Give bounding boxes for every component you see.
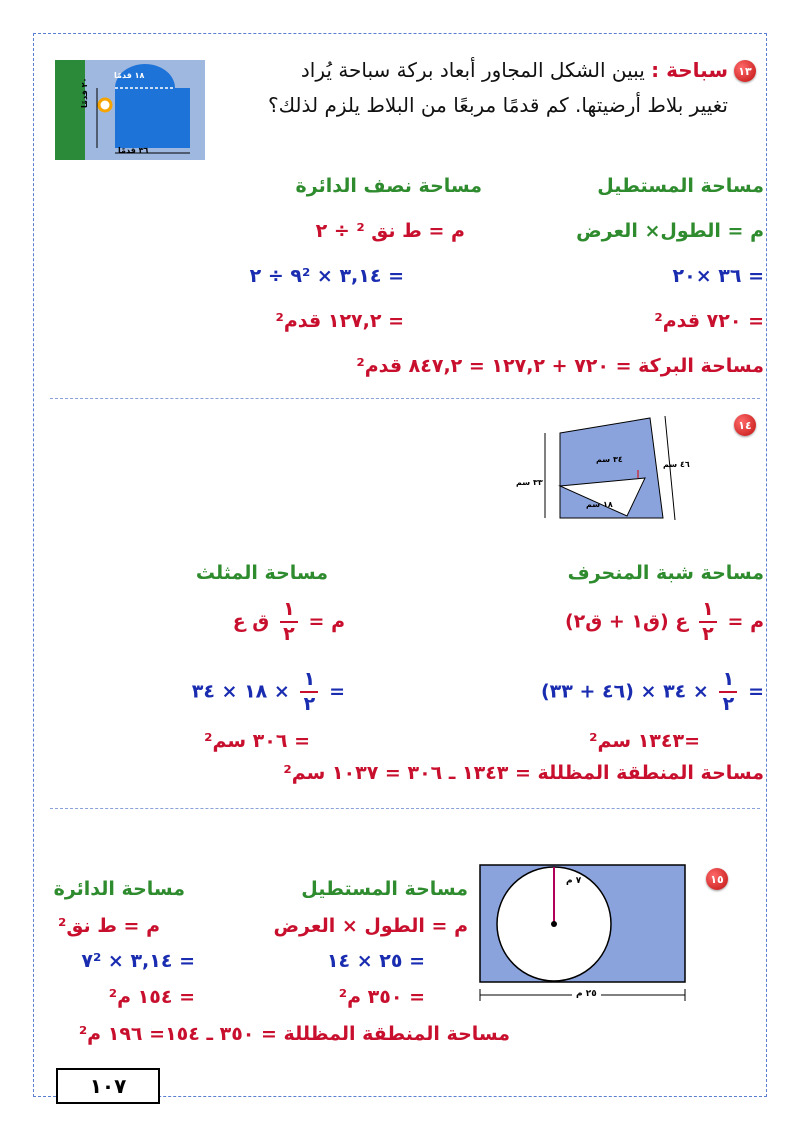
problem-15-badge	[706, 868, 728, 890]
problem-13-text2: تغيير بلاط أرضيتها. كم قدمًا مربعًا من البلاط يلزم لذلك؟	[267, 93, 728, 117]
p14-trap-formula	[565, 600, 764, 644]
p14-trap-formula-suffix: ع (ق١ + ق٢)	[564, 610, 689, 633]
p15-rect-step1: = ٢٥ × ١٤	[326, 950, 425, 972]
fraction-denominator: ٢	[303, 693, 316, 715]
p14-trap-formula-prefix: م =	[727, 610, 764, 633]
p14-tri-heading: مساحة المثلث	[195, 562, 328, 584]
trap-left-label: ٣٣ سم	[516, 478, 543, 487]
problem-14-badge	[734, 414, 756, 436]
separator-2	[50, 808, 760, 809]
p14-trap-step1-prefix: =	[748, 680, 764, 703]
p15-circle-heading: مساحة الدائرة	[53, 878, 185, 900]
p13-semi-result: = ١٢٧,٢ قدم²	[275, 310, 404, 332]
p14-tri-formula	[233, 600, 345, 644]
p14-trap-step1	[541, 670, 764, 714]
p14-tri-result: = ٣٠٦ سم²	[204, 730, 310, 752]
p14-tri-step1	[192, 670, 345, 714]
p13-rect-formula: م = الطول× العرض	[576, 220, 764, 242]
problem-14-number: ١٤	[738, 418, 752, 432]
p15-total: مساحة المنطقة المظللة = ٣٥٠ ـ ١٥٤= ١٩٦ م²	[78, 1023, 510, 1045]
p13-total: مساحة البركة = ٧٢٠ + ١٢٧,٢ = ٨٤٧,٢ قدم²	[356, 355, 764, 377]
circle-radius-label: ٧ م	[566, 876, 582, 886]
p14-tri-formula-fraction	[280, 600, 298, 644]
p13-semi-heading: مساحة نصف الدائرة	[295, 175, 482, 197]
problem-15-number: ١٥	[710, 872, 724, 886]
p14-tri-step1-fraction	[300, 670, 318, 714]
pool-bottom-label: ٣٦ قدمًا	[118, 146, 149, 155]
pool-top-label: ١٨ قدمًا	[114, 71, 145, 80]
pool-rectangle	[115, 88, 190, 148]
p13-semi-step1: = ٣,١٤ × ٩² ÷ ٢	[249, 265, 404, 287]
pool-grass	[55, 60, 85, 160]
p14-trap-step1-fraction	[719, 670, 737, 714]
fraction-denominator: ٢	[702, 623, 714, 645]
circle-center-point	[551, 921, 557, 927]
p15-circle-formula: م = ط نق²	[57, 915, 160, 937]
p14-tri-formula-prefix: م =	[308, 610, 345, 633]
p14-tri-step1-suffix: × ١٨ × ٣٤	[191, 680, 290, 703]
fraction-numerator: ١	[303, 668, 316, 690]
p14-tri-step1-prefix: =	[329, 680, 345, 703]
problem-13-text1: يبين الشكل المجاور أبعاد بركة سباحة يُراد	[300, 58, 645, 82]
page-number-box	[56, 1068, 160, 1104]
trap-right-label: ٤٦ سم	[663, 460, 690, 469]
p14-trap-heading: مساحة شبة المنحرف	[567, 562, 764, 584]
page-number: ١٠٧	[89, 1074, 127, 1098]
p14-tri-formula-suffix: ق ع	[232, 610, 270, 633]
p15-rect-formula: م = الطول × العرض	[273, 915, 468, 937]
fraction-denominator: ٢	[722, 693, 735, 715]
pool-side-label: ٢٠ قدمًا	[80, 77, 89, 108]
p14-trap-result: =١٣٤٣ سم²	[589, 730, 700, 752]
problem-13-badge	[734, 60, 756, 82]
p14-total: مساحة المنطقة المظللة = ١٣٤٣ ـ ٣٠٦ = ١٠٣٧ سم²	[283, 762, 764, 784]
p14-trap-step1-suffix: × ٣٤ × (٤٦ + ٣٣)	[540, 680, 709, 703]
problem-13-line1	[301, 58, 728, 82]
p13-rect-heading: مساحة المستطيل	[597, 175, 764, 197]
trap-top-label: ٣٤ سم	[596, 455, 623, 464]
problem-13-label: سباحة :	[651, 58, 728, 82]
separator-1	[50, 398, 760, 399]
p15-rect-heading: مساحة المستطيل	[301, 878, 468, 900]
p15-circle-step1: = ٣,١٤ × ٧²	[81, 950, 195, 972]
problem-13-number: ١٣	[738, 64, 752, 78]
trap-bottom-label: ١٨ سم	[586, 500, 613, 509]
fraction-numerator: ١	[702, 598, 714, 620]
circle-bottom-label: ٢٥ م	[572, 989, 601, 999]
fraction-numerator: ١	[722, 668, 735, 690]
fraction-denominator: ٢	[283, 623, 295, 645]
p15-rect-result: = ٣٥٠ م²	[338, 986, 425, 1008]
p13-rect-result: = ٧٢٠ قدم²	[654, 310, 764, 332]
p14-trap-formula-fraction	[699, 600, 717, 644]
fraction-numerator: ١	[283, 598, 295, 620]
life-ring-icon	[99, 99, 111, 111]
p15-circle-result: = ١٥٤ م²	[108, 986, 195, 1008]
circle-figure	[475, 860, 695, 1005]
p13-rect-step1: = ٣٦ ×٢٠	[672, 265, 764, 287]
p13-semi-formula: م = ط نق ² ÷ ٢	[315, 220, 465, 242]
